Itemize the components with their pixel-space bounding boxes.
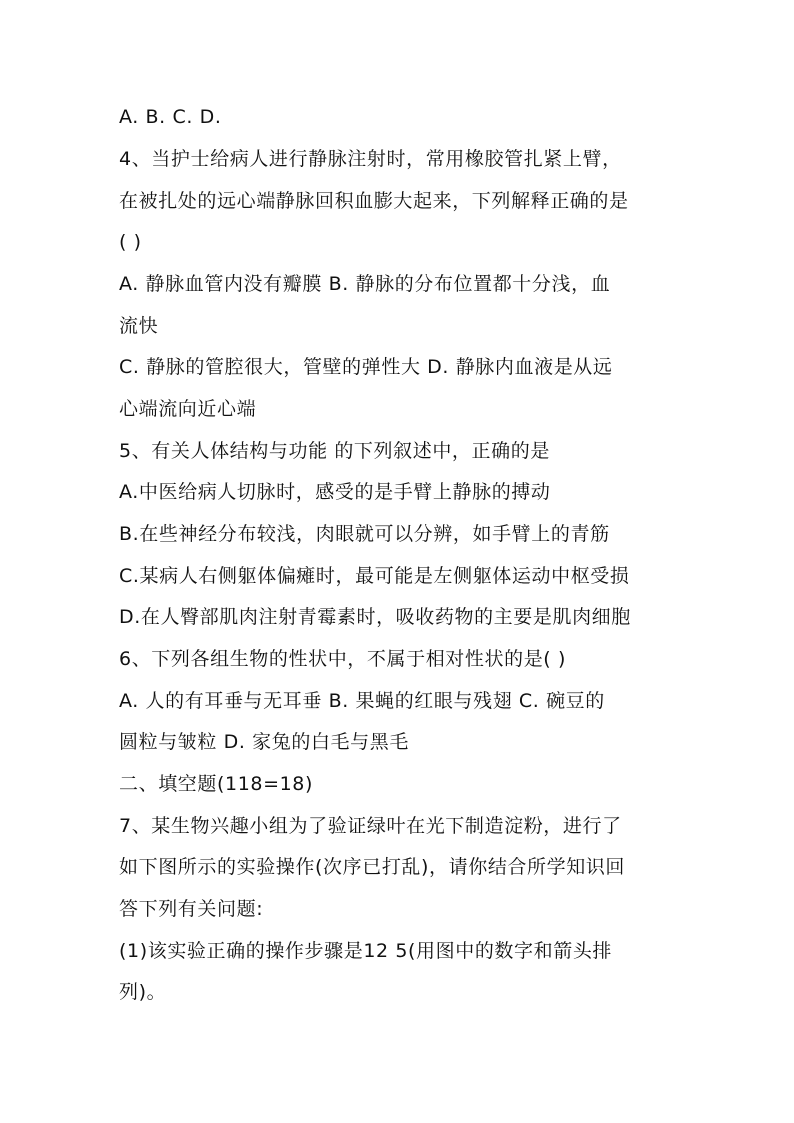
question-4-text-line-1: 4、当护士给病人进行静脉注射时，常用橡胶管扎紧上臂，	[119, 148, 622, 170]
question-5-option-c: C.某病人右侧躯体偏瘫时，最可能是左侧躯体运动中枢受损	[119, 565, 630, 587]
question-7-text-line-2: 如下图所示的实验操作(次序已打乱)，请你结合所学知识回	[119, 856, 626, 878]
question-4-option-c-d-line-2: 心端流向近心端	[119, 398, 257, 420]
question-5-option-b: B.在些神经分布较浅，肉眼就可以分辨，如手臂上的青筋	[119, 523, 610, 545]
question-5-option-a: A.中医给病人切脉时，感受的是手臂上静脉的搏动	[119, 481, 551, 503]
question-4-bracket: ( )	[119, 231, 142, 253]
question-6-options-line-2: 圆粒与皱粒 D. 家兔的白毛与黑毛	[119, 731, 409, 753]
question-7-part-1-line-2: 列)。	[119, 981, 167, 1003]
question-4-option-a-b-line-1: A. 静脉血管内没有瓣膜 B. 静脉的分布位置都十分浅，血	[119, 273, 611, 295]
question-7-text-line-1: 7、某生物兴趣小组为了验证绿叶在光下制造淀粉，进行了	[119, 815, 622, 837]
question-7-text-line-3: 答下列有关问题:	[119, 898, 264, 920]
question-6-text: 6、下列各组生物的性状中，不属于相对性状的是( )	[119, 648, 566, 670]
section-heading-fill-in: 二、填空题(118=18)	[119, 773, 313, 795]
question-6-options-line-1: A. 人的有耳垂与无耳垂 B. 果蝇的红眼与残翅 C. 碗豆的	[119, 690, 605, 712]
question-4-option-c-d-line-1: C. 静脉的管腔很大，管壁的弹性大 D. 静脉内血液是从远	[119, 356, 613, 378]
question-4-option-a-b-line-2: 流快	[119, 315, 159, 337]
question-7-part-1-line-1: (1)该实验正确的操作步骤是12 5(用图中的数字和箭头排	[119, 940, 613, 962]
question-4-text-line-2: 在被扎处的远心端静脉回积血膨大起来，下列解释正确的是	[119, 190, 629, 212]
answer-options-line: A. B. C. D.	[119, 106, 222, 128]
question-5-text: 5、有关人体结构与功能 的下列叙述中，正确的是	[119, 440, 550, 462]
question-5-option-d: D.在人臀部肌肉注射青霉素时，吸收药物的主要是肌肉细胞	[119, 606, 631, 628]
